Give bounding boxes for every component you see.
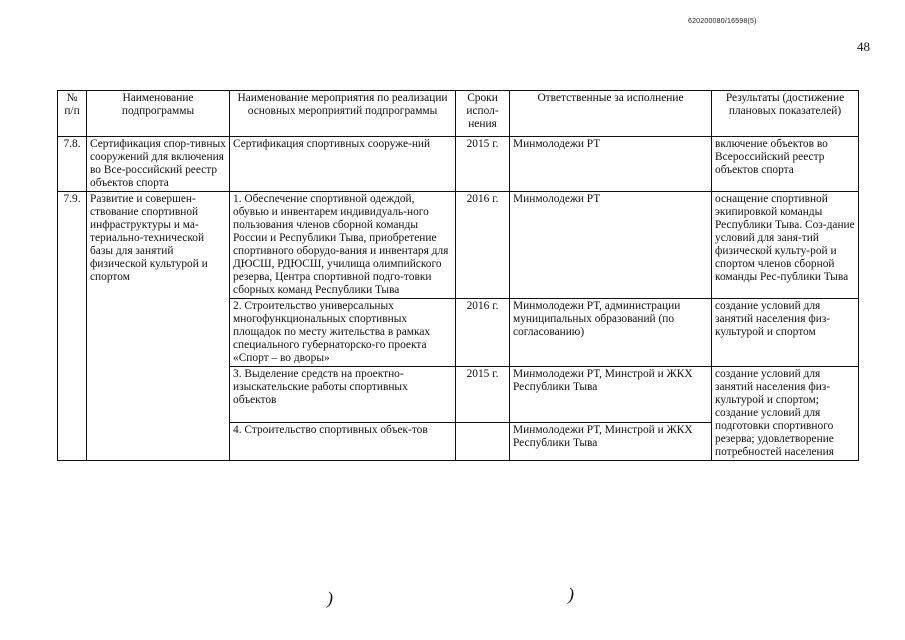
header-responsible: Ответственные за исполнение — [510, 91, 712, 137]
header-number: № п/п — [58, 91, 87, 137]
results-cell: включение объектов во Всероссийский реестр объектов спорта — [712, 137, 859, 192]
period-cell — [456, 422, 510, 460]
header-period: Сроки испол-нения — [456, 91, 510, 137]
responsible-cell: Минмолодежи РТ — [510, 192, 712, 299]
period-cell: 2015 г. — [456, 137, 510, 192]
activity-name: 4. Строительство спортивных объек-тов — [230, 422, 456, 460]
activity-name: 1. Обеспечение спортивной одеждой, обувью и инвентарем индивидуаль-ного пользования членов сборной команды России и Республики Тыва, приобретение спортивного оборудо-вания и инвентаря для ДЮСШ, РДЮСШ, училища олимпийского резерва, Центра спортивной подго-товки сборных команд Республики Тыва — [230, 192, 456, 299]
header-subprogram: Наименование подпрограммы — [87, 91, 230, 137]
activity-name: Сертификация спортивных сооруже-ний — [230, 137, 456, 192]
responsible-cell: Минмолодежи РТ — [510, 137, 712, 192]
row-number: 7.8. — [58, 137, 87, 192]
header-activity: Наименование мероприятия по реализации основных мероприятий подпрограммы — [230, 91, 456, 137]
page-number: 48 — [857, 39, 870, 54]
responsible-cell: Минмолодежи РТ, администрации муниципальных образований (по согласованию) — [510, 299, 712, 367]
subprogram-name: Сертификация спор-тивных сооружений для включения во Все-российский реестр объектов спорта — [87, 137, 230, 192]
table-row — [58, 192, 859, 299]
table-row — [58, 137, 859, 192]
subprogram-name: Развитие и совершен-ствование спортивной инфраструктуры и ма-териально-технической базы для занятий физической культурой и спортом — [87, 192, 230, 461]
period-cell: 2016 г. — [456, 299, 510, 367]
period-cell: 2015 г. — [456, 367, 510, 423]
activity-name: 2. Строительство универсальных многофункциональных спортивных площадок по месту жительства в рамках специального губернаторско-го проекта «Спорт – во дворы» — [230, 299, 456, 367]
responsible-cell: Минмолодежи РТ, Минстрой и ЖКХ Республики Тыва — [510, 367, 712, 423]
period-cell: 2016 г. — [456, 192, 510, 299]
handwritten-mark: ) — [568, 584, 574, 604]
table-header-row — [58, 91, 859, 137]
handwritten-mark: ) — [327, 588, 333, 608]
results-cell: оснащение спортивной экипировкой команды Республики Тыва. Соз-дание условий для заня-тий физической культу-рой и спортом членов сборной команды Рес-публики Тыва — [712, 192, 859, 299]
header-results: Результаты (достижение плановых показателей) — [712, 91, 859, 137]
row-number: 7.9. — [58, 192, 87, 461]
program-table — [57, 90, 859, 461]
responsible-cell: Минмолодежи РТ, Минстрой и ЖКХ Республики Тыва — [510, 422, 712, 460]
activity-name: 3. Выделение средств на проектно-изыскательские работы спортивных объектов — [230, 367, 456, 423]
results-cell: создание условий для занятий населения физ-культурой и спортом — [712, 299, 859, 367]
document-code: 620200080/16598(5) — [688, 18, 757, 25]
results-cell: создание условий для занятий населения физ-культурой и спортом; создание условий для подготовки спортивного резерва; удовлетворение потребностей населения — [712, 367, 859, 461]
